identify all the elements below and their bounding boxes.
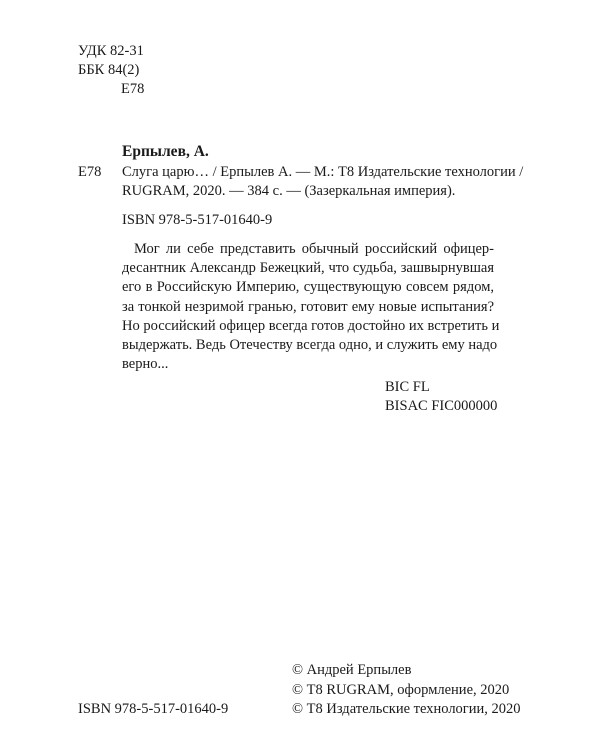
author-name: Ерпылев, А. — [122, 143, 209, 160]
bibliographic-description — [122, 163, 524, 201]
author-mark-header: Е78 — [121, 81, 145, 97]
annotation-line: Но российский офицер всегда готов достойно их встретить и — [122, 317, 500, 334]
isbn-footer: ISBN 978-5-517-01640-9 — [78, 701, 229, 717]
annotation-text — [122, 240, 500, 374]
annotation-line: его в Российскую Империю, существующую совсем рядом, — [122, 279, 494, 296]
annotation-line: выдержать. Ведь Отечеству всегда одно, и служить ему надо — [122, 337, 498, 354]
copyright-block — [292, 661, 521, 720]
isbn-card: ISBN 978-5-517-01640-9 — [122, 212, 273, 228]
annotation-line: Мог ли себе представить обычный российский офицер- — [134, 241, 494, 257]
annotation-line: десантник Александр Бежецкий, что судьба, зашвырнувшая — [122, 260, 494, 277]
bibliographic-line: Слуга царю… / Ерпылев А. — М.: Т8 Издательские технологии / — [122, 164, 524, 180]
udk-code: УДК 82-31 — [78, 43, 144, 59]
copyright-line: © Т8 Издательские технологии, 2020 — [292, 701, 521, 717]
bisac-code: BISAC FIC000000 — [385, 398, 498, 414]
bbk-code: ББК 84(2) — [78, 62, 140, 78]
author-mark-card: Е78 — [78, 164, 102, 180]
bic-code: BIC FL — [385, 379, 430, 395]
copyright-line: © Андрей Ерпылев — [292, 662, 412, 678]
bibliographic-line: RUGRAM, 2020. — 384 с. — (Зазеркальная империя). — [122, 183, 456, 199]
copyright-line: © Т8 RUGRAM, оформление, 2020 — [292, 681, 510, 698]
annotation-line: за тонкой незримой гранью, готовит ему новые испытания? — [122, 298, 494, 315]
annotation-line: верно... — [122, 356, 169, 373]
